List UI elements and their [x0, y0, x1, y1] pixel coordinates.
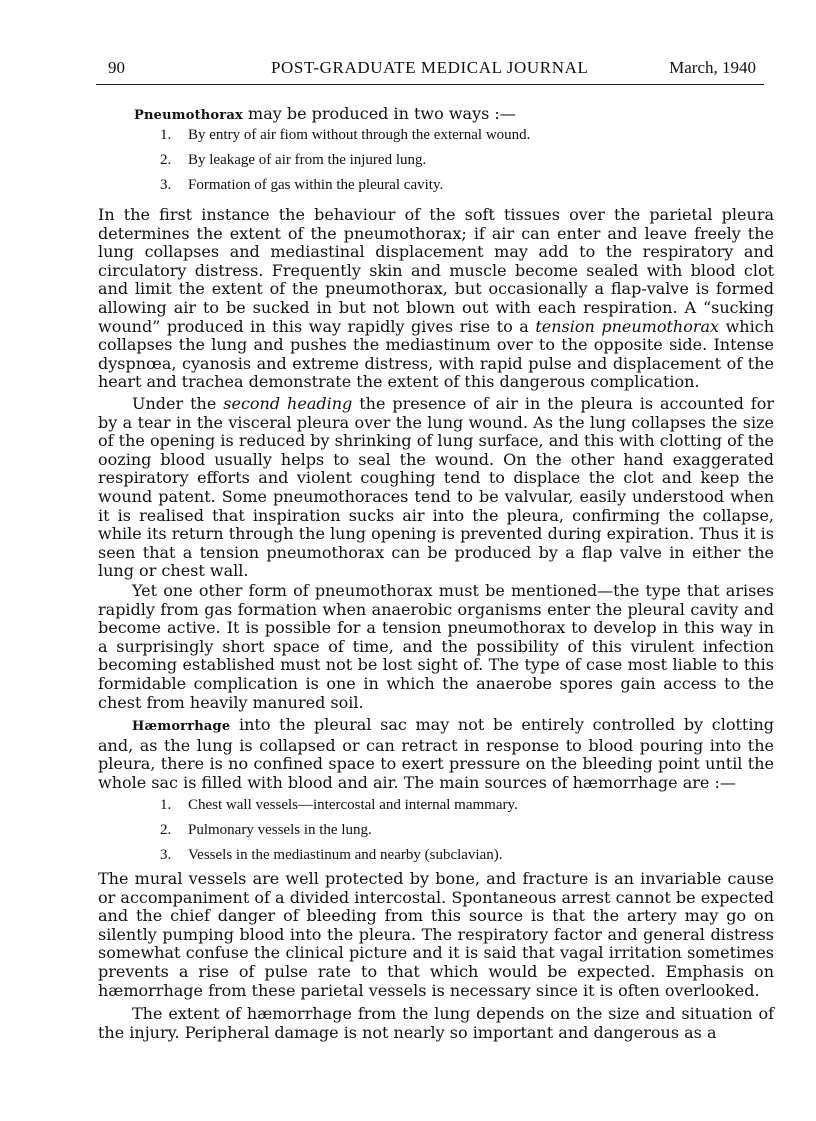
- paragraph-first-instance: In the first instance the behaviour of the soft tissues over the parietal pleura determines the extent of the pneumothorax; if air can enter and leave freely the lung collapses and mediastinal displacement may add to the respiratory and circulatory distress. Frequently skin and muscle become sealed with blood clot and limit the extent of the pneumothorax, but occasionally a flap-valve is formed allowing air to be sucked in but not blown out with each respiration. A “sucking wound” produced in this way rapidly gives rise to a tension pneumothorax which collapses the lung and pushes the mediastinum over to the opposite side. Intense dyspnœa, cyanosis and extreme distress, with rapid pulse and displacement of the heart and trachea demonstrate the extent of this dangerous complication.: [98, 205, 774, 392]
- issue-date: March, 1940: [669, 58, 756, 77]
- paragraph-lung-haemorrhage: The extent of hæmorrhage from the lung depends on the size and situation of the injury. Peripheral damage is not nearly so important and dangerous as a: [98, 1004, 774, 1042]
- page-number: 90: [108, 58, 125, 77]
- list-item: 1. Chest wall vessels—intercostal and internal mammary.: [160, 797, 518, 813]
- paragraph-mural-vessels: The mural vessels are well protected by bone, and fracture is an invariable cause or accompaniment of a divided intercostal. Spontaneous arrest cannot be expected and the chief danger of bleeding from this source is that the artery may go on silently pumping blood into the pleura. The respiratory factor and general distress somewhat confuse the clinical picture and it is said that vagal irritation sometimes prevents a rise of pulse rate to that which would be expected. Emphasis on hæmorrhage from these parietal vessels is necessary since it is often overlooked.: [98, 869, 774, 1000]
- list-item: 3. Formation of gas within the pleural cavity.: [160, 177, 444, 193]
- paragraph-second-heading: Under the second heading the presence of air in the pleura is accounted for by a tear in the visceral pleura over the lung wound. As the lung collapses the size of the opening is reduced by shrinking of lung surface, and this with clotting of the oozing blood usually helps to seal the wound. On the other hand exaggerated respiratory efforts and violent coughing tend to displace the clot and keep the wound patent. Some pneumothoraces tend to be valvular, easily understood when it is realised that inspiration sucks air into the pleura, confirming the collapse, while its return through the lung opening is prevented during expiration. Thus it is seen that a tension pneumothorax can be produced by a flap valve in either the lung or chest wall.: [98, 394, 775, 581]
- pneumothorax-ways-list: [160, 123, 530, 198]
- header-rule: [96, 84, 764, 85]
- journal-title: POST-GRADUATE MEDICAL JOURNAL: [271, 58, 589, 77]
- paragraph-haemorrhage: Hæmorrhage into the pleural sac may not be entirely controlled by clotting and, as the lung is collapsed or can retract in response to blood pouring into the pleura, there is no confined space to exert pressure on the bleeding point until the whole sac is filled with blood and air. The main sources of hæmorrhage are :—: [98, 715, 774, 792]
- paragraph-gas-formation: Yet one other form of pneumothorax must be mentioned—the type that arises rapidly from gas formation when anaerobic organisms enter the pleural cavity and become active. It is possible for a tension pneumothorax to develop in this way in a surprisingly short space of time, and the possibility of this virulent infection becoming established must not be lost sight of. The type of case most liable to this formidable complication is one in which the anaerobe spores gain access to the chest from heavily manured soil.: [98, 581, 774, 712]
- running-header: [104, 58, 756, 80]
- haemorrhage-sources-list: [160, 793, 518, 868]
- list-item: 2. By leakage of air from the injured lung.: [160, 152, 427, 168]
- pneumothorax-heading: Pneumothorax: [134, 108, 243, 123]
- list-item: 3. Vessels in the mediastinum and nearby (subclavian).: [160, 847, 503, 863]
- pneumothorax-intro-text: may be produced in two ways :—: [248, 104, 516, 123]
- list-item: 2. Pulmonary vessels in the lung.: [160, 822, 372, 838]
- haemorrhage-heading: Hæmorrhage: [132, 719, 231, 734]
- list-item: 1. By entry of air fiom without through the external wound.: [160, 127, 531, 143]
